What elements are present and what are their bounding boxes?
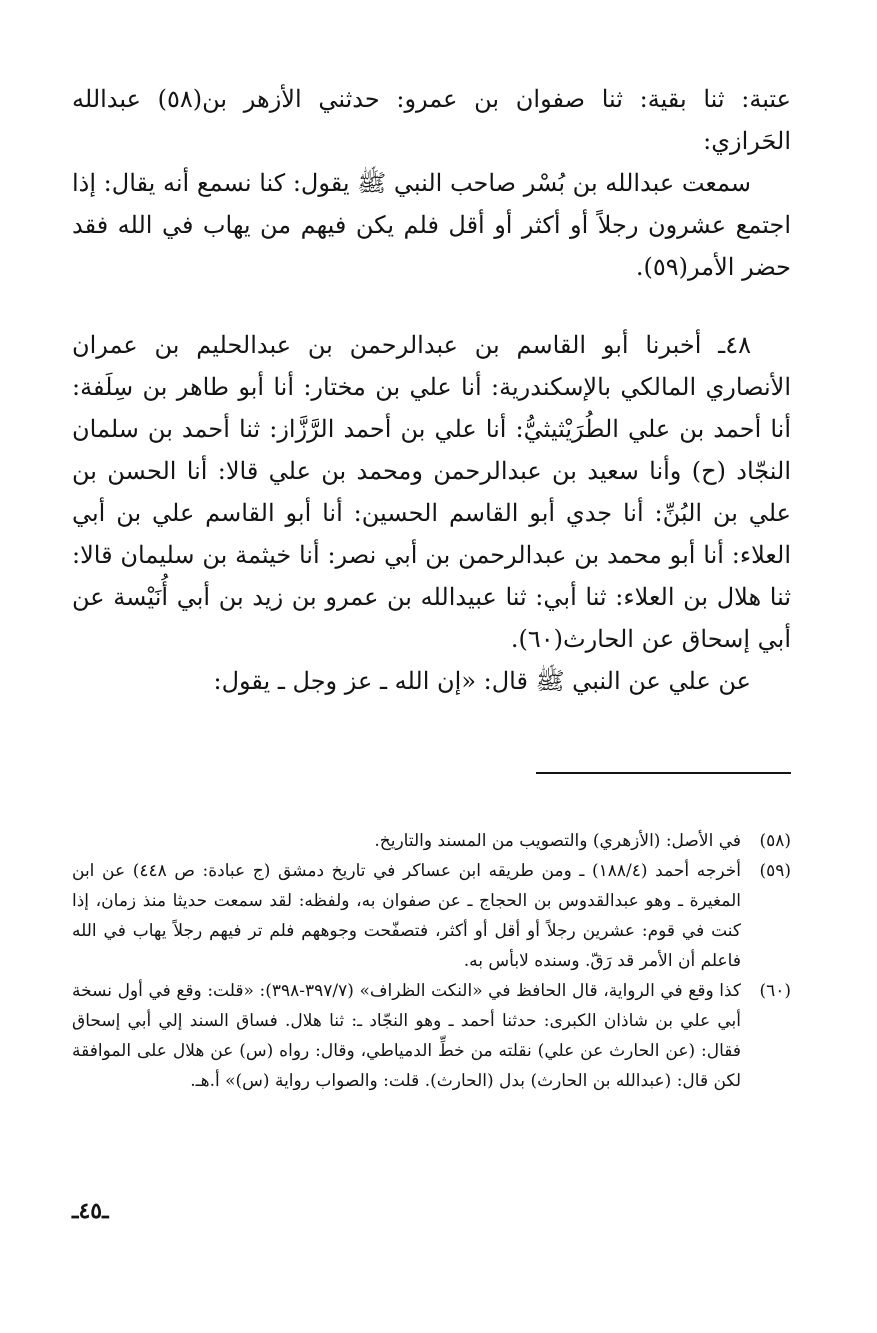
footnote-text: في الأصل: (الأزهري) والتصويب من المسند والتاريخ.	[374, 831, 741, 851]
footnote-number: (٥٨)	[759, 831, 791, 851]
footnote-number: (٥٩)	[759, 861, 791, 881]
book-page	[72, 78, 791, 1333]
paragraph-4: عن علي عن النبي ﷺ قال: «إن الله ـ عز وجل ـ يقول:	[213, 667, 751, 695]
main-text	[72, 78, 791, 702]
page-number: ـ٤٥ـ	[72, 1198, 109, 1224]
footnotes	[72, 826, 791, 1096]
paragraph-1: عتبة: ثنا بقية: ثنا صفوان بن عمرو: حدثني الأزهر بن(٥٨) عبدالله الحَرازي:	[72, 85, 791, 155]
footnote-60	[72, 976, 791, 1096]
paragraph-2: سمعت عبدالله بن بُسْر صاحب النبي ﷺ يقول: كنا نسمع أنه يقال: إذا اجتمع عشرون رجلاً أو أكثر أو أقل فلم يكن فيهم من يهاب في الله فقد حضر الأمر(٥٩).	[72, 169, 792, 281]
footnote-text: كذا وقع في الرواية، قال الحافظ في «النكت الظراف» (٣٩٧/٧-٣٩٨): «قلت: وقع في أول نسخة أبي علي بن شاذان الكبرى: حدثنا أحمد ـ وهو النجّاد ـ: ثنا هلال. فساق السند إلي أبي إسحاق فقال: (عن الحارث عن علي) نقلته من خطِّ الدمياطي، وقال: رواه (س) عن هلال على الموافقة لكن قال: (عبدالله بن الحارث) بدل (الحارث). قلت: والصواب رواية (س)» أ.هـ.	[72, 981, 741, 1091]
footnote-text: أخرجه أحمد (١٨٨/٤) ـ ومن طريقه ابن عساكر في تاريخ دمشق (ج عبادة: ص ٤٤٨) عن ابن المغيرة ـ وهو عبدالقدوس بن الحجاج ـ عن صفوان به، ولفظه: لقد سمعت حديثا منذ زمان، إذا كنت في قوم: عشرين رجلاً أو أقل أو أكثر، فتصفّحت وجوههم فلم تر فيهم رجلاً يهاب في الله فاعلم أن الأمر قد رَقّ. وسنده لابأس به.	[72, 861, 741, 971]
footnote-separator	[536, 772, 791, 774]
footnote-58	[72, 826, 791, 856]
paragraph-3: ٤٨ـ أخبرنا أبو القاسم بن عبدالرحمن بن عبدالحليم بن عمران الأنصاري المالكي بالإسكندرية: أنا علي بن مختار: أنا أبو طاهر بن سِلَفة: أنا أحمد بن علي الطُرَيْثيثيُّ: أنا علي بن أحمد الرَّزَّاز: ثنا أحمد بن سلمان النجّاد (ح) وأنا سعيد بن عبدالرحمن ومحمد بن علي قالا: أنا الحسن بن علي بن البُنِّ: أنا جدي أبو القاسم الحسين: أنا أبو القاسم علي بن أبي العلاء: أنا أبو محمد بن عبدالرحمن بن أبي نصر: أنا خيثمة بن سليمان قالا: ثنا هلال بن العلاء: ثنا أبي: ثنا عبيدالله بن عمرو بن زيد بن أبي أُنَيْسة عن أبي إسحاق عن الحارث(٦٠).	[72, 331, 791, 653]
footnote-59	[72, 856, 791, 976]
footnote-number: (٦٠)	[759, 981, 791, 1001]
